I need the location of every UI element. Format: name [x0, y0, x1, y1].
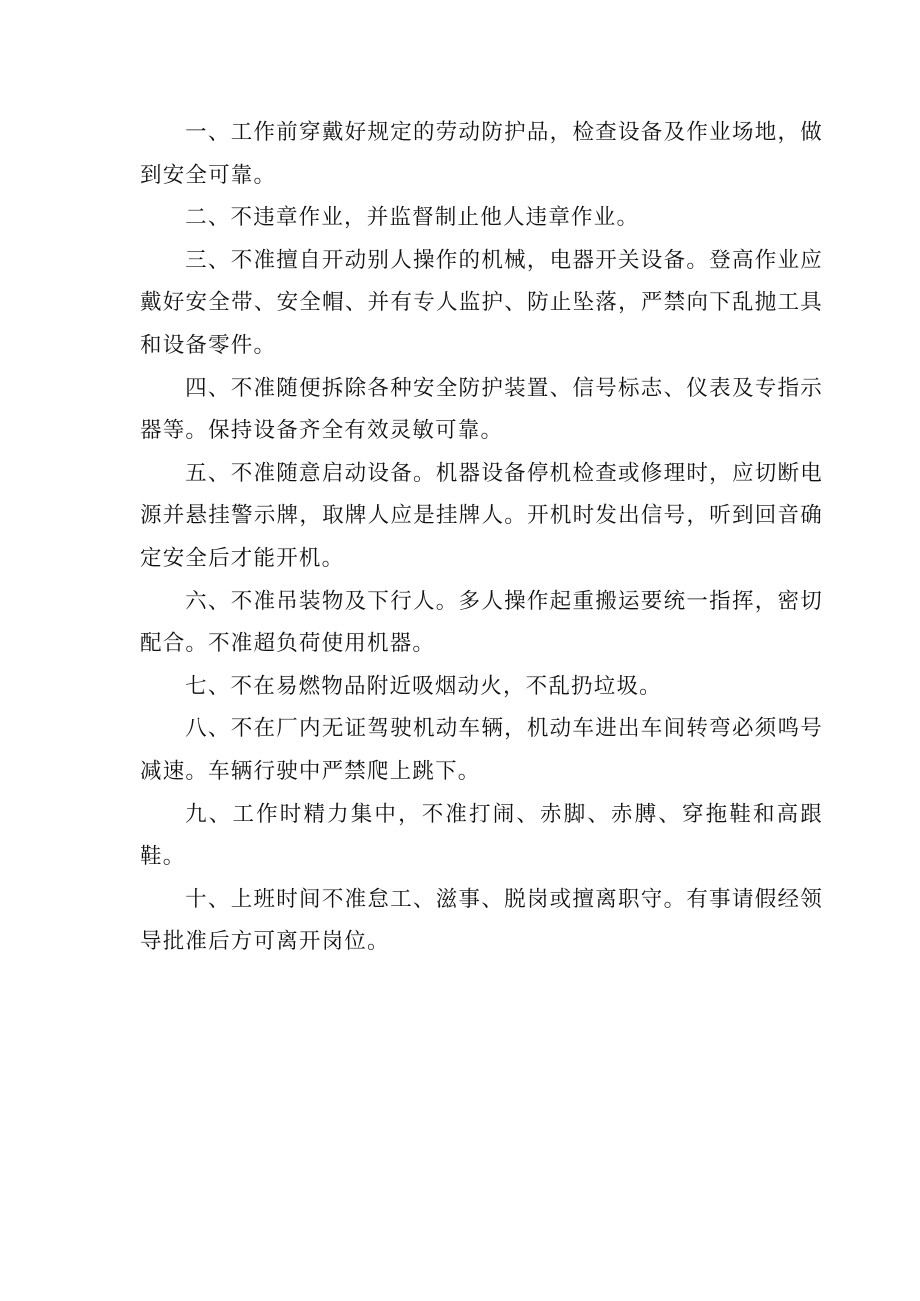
rule-paragraph-5: 五、不准随意启动设备。机器设备停机检查或修理时，应切断电源并悬挂警示牌，取牌人应是挂牌人。开机时发出信号，听到回音确定安全后才能开机。	[140, 460, 823, 571]
rule-paragraph-6: 六、不准吊装物及下行人。多人操作起重搬运要统一指挥，密切配合。不准超负荷使用机器。	[140, 588, 823, 657]
document-body	[140, 112, 823, 964]
rule-paragraph-4: 四、不准随便拆除各种安全防护装置、信号标志、仪表及专指示器等。保持设备齐全有效灵敏可靠。	[140, 375, 823, 444]
rule-paragraph-3: 三、不准擅自开动别人操作的机械，电器开关设备。登高作业应戴好安全带、安全帽、并有专人监护、防止坠落，严禁向下乱抛工具和设备零件。	[140, 247, 823, 358]
rule-paragraph-7: 七、不在易燃物品附近吸烟动火，不乱扔垃圾。	[185, 673, 662, 699]
rule-paragraph-8: 八、不在厂内无证驾驶机动车辆，机动车进出车间转弯必须鸣号减速。车辆行驶中严禁爬上跳下。	[140, 716, 823, 784]
rule-paragraph-9: 九、工作时精力集中，不准打闹、赤脚、赤膊、穿拖鞋和高跟鞋。	[140, 801, 823, 870]
rule-paragraph-10: 十、上班时间不准怠工、滋事、脱岗或擅离职守。有事请假经领导批准后方可离开岗位。	[140, 886, 823, 955]
rule-paragraph-1: 一、工作前穿戴好规定的劳动防护品，检查设备及作业场地，做到安全可靠。	[140, 120, 823, 188]
rule-paragraph-2: 二、不违章作业，并监督制止他人违章作业。	[185, 205, 640, 231]
